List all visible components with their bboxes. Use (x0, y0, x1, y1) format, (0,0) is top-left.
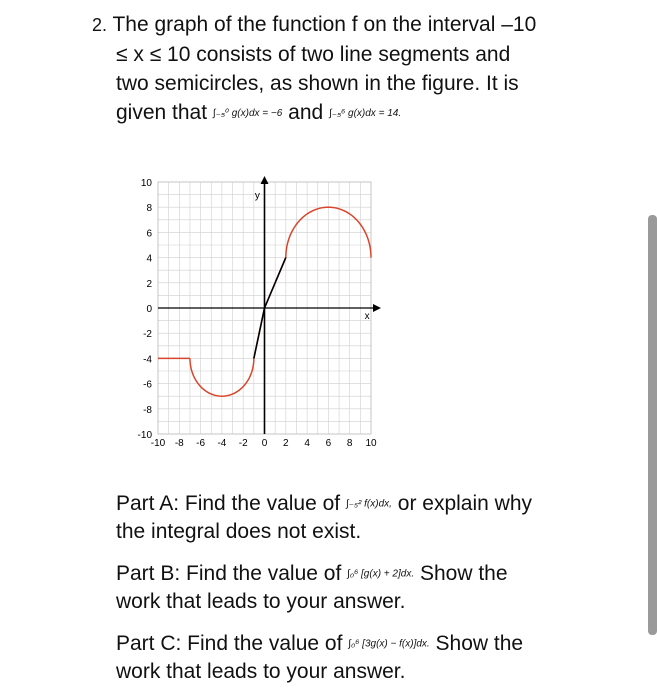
part-c-integral: ∫₀⁶ [3g(x) − f(x)]dx. (348, 638, 430, 650)
part-a-suffix: or explain why (397, 492, 532, 515)
y-tick-label: -10 (137, 430, 152, 441)
part-a-integral: ∫₋₅² f(x)dx, (345, 498, 392, 510)
x-tick-label: 8 (346, 438, 353, 449)
problem-number: 2. (92, 15, 108, 35)
statement-line-1 (92, 10, 562, 40)
x-tick-label: -8 (174, 438, 184, 449)
part-b-prefix: Part B: Find the value of (116, 562, 342, 585)
part-c-suffix: Show the (435, 632, 524, 655)
x-tick-label: 2 (283, 438, 289, 449)
y-axis-label: y (254, 190, 260, 202)
axes (158, 176, 381, 322)
x-tick-label: -10 (150, 438, 166, 449)
part-b-integral: ∫₀⁶ [g(x) + 2]dx. (347, 568, 415, 580)
part-c (116, 630, 586, 686)
part-c-line-2: work that leads to your answer. (116, 660, 406, 684)
x-tick-label: -2 (238, 438, 248, 449)
part-c-prefix: Part C: Find the value of (116, 632, 343, 655)
x-tick-label: 0 (261, 438, 268, 449)
statement-line-2: ≤ x ≤ 10 consists of two line segments and (116, 43, 511, 66)
part-b-line-2: work that leads to your answer. (116, 590, 406, 614)
y-tick-label: -4 (143, 354, 152, 366)
y-tick-label: -2 (143, 329, 152, 341)
problem-statement (92, 10, 562, 128)
scrollbar[interactable] (648, 215, 657, 635)
y-tick-label: 8 (146, 203, 152, 215)
y-tick-label: -8 (143, 404, 152, 416)
part-a (116, 490, 586, 546)
part-a-prefix: Part A: Find the value of (116, 492, 341, 515)
x-tick-label: -6 (196, 438, 206, 449)
statement-line-4 (92, 98, 562, 128)
x-tick-label: -4 (217, 438, 227, 449)
y-tick-label: 6 (146, 228, 152, 240)
statement-text-1: The graph of the function f on the interval –10 (112, 13, 537, 36)
part-a-line-2: the integral does not exist. (116, 520, 362, 544)
x-axis-label: x (364, 311, 370, 322)
part-b (116, 560, 586, 616)
x-axis-arrow (373, 304, 381, 312)
given-integral-2: ∫₋₅⁶ g(x)dx = 14. (329, 107, 402, 119)
tick-labels (138, 178, 377, 449)
y-tick-label: 0 (146, 304, 152, 315)
y-tick-label: 4 (146, 253, 152, 265)
y-tick-label: 2 (146, 278, 152, 290)
y-tick-label: 10 (140, 178, 152, 189)
x-tick-label: 4 (304, 438, 310, 449)
given-prefix: given that (116, 101, 208, 124)
given-connector: and (288, 101, 324, 124)
function-graph (118, 172, 388, 462)
given-integral-1: ∫₋₅⁰ g(x)dx = −6 (212, 107, 283, 119)
x-tick-label: 6 (325, 438, 332, 449)
y-tick-label: -6 (143, 379, 152, 391)
x-tick-label: 10 (365, 438, 377, 449)
part-b-suffix: Show the (419, 562, 508, 585)
statement-line-3: two semicircles, as shown in the figure. It is (116, 72, 519, 95)
